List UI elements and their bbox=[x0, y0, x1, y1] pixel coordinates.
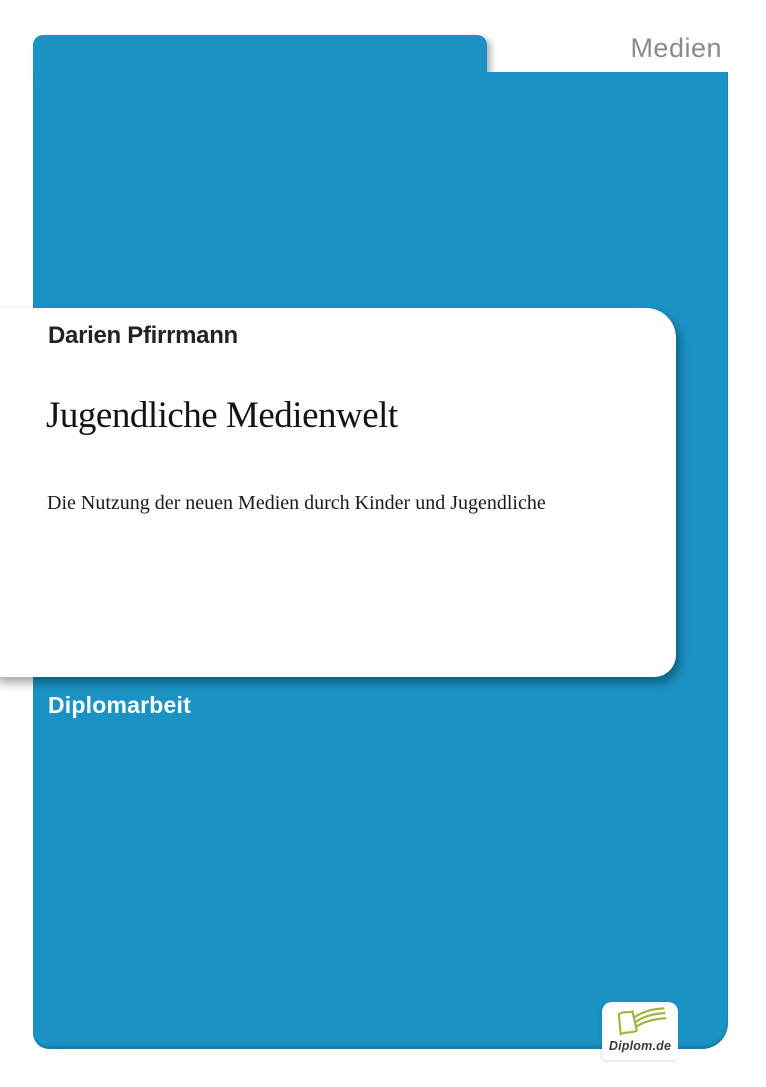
book-title: Jugendliche Medienwelt bbox=[46, 395, 398, 436]
title-card bbox=[0, 308, 676, 677]
publisher-logo-text: Diplom.de bbox=[608, 1039, 672, 1053]
book-subtitle: Die Nutzung der neuen Medien durch Kinder und Jugendliche bbox=[47, 492, 546, 514]
category-label: Medien bbox=[630, 33, 722, 63]
author-name: Darien Pfirrmann bbox=[48, 322, 238, 349]
publisher-logo-box bbox=[602, 1002, 678, 1060]
document-type-label: Diplomarbeit bbox=[48, 692, 191, 718]
diplom-document-swoosh-icon bbox=[609, 1007, 671, 1039]
